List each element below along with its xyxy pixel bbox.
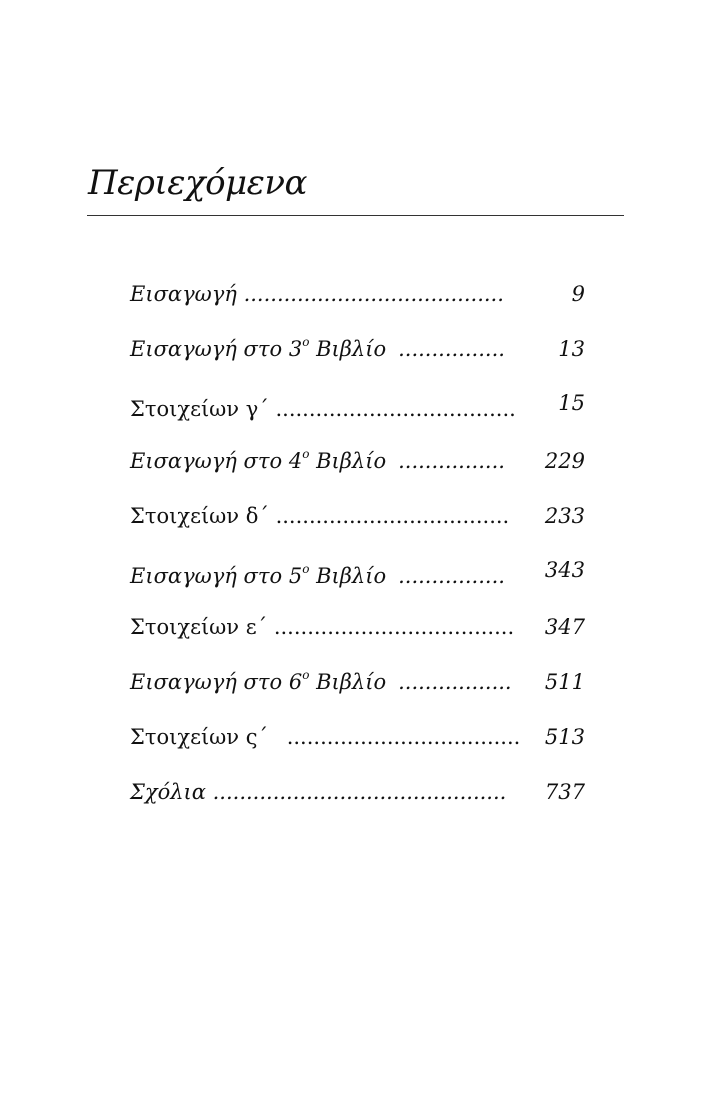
toc-page-number: 511 — [544, 670, 585, 694]
toc-page-number: 343 — [544, 558, 585, 582]
title-rule — [87, 215, 624, 216]
toc-entry — [130, 445, 585, 477]
toc-page-number: 513 — [544, 725, 585, 749]
toc-entry-title: Εισαγωγή στο $3^o$ Βιβλίο ................ — [130, 335, 505, 361]
toc-page-number: 347 — [544, 615, 585, 639]
toc-page-number: 15 — [558, 391, 585, 415]
toc-entry-title: Εισαγωγή στο $6^o$ Βιβλίο ................. — [130, 668, 512, 694]
toc-page-number: 229 — [544, 449, 585, 473]
toc-entry — [130, 500, 585, 532]
toc-entry-title: Εισαγωγή στο $4^o$ Βιβλίο ................ — [130, 447, 505, 473]
toc-entry — [130, 721, 585, 753]
toc-entry-title: Στοιχείων γ΄ .................................... — [130, 397, 516, 421]
toc-entry-title: Στοιχείων ς΄ ................................... — [130, 725, 521, 749]
toc-page-number: 737 — [544, 780, 585, 804]
toc-page-number: 233 — [544, 504, 585, 528]
toc-entry — [130, 611, 585, 643]
toc-page-number: 13 — [558, 337, 585, 361]
toc-entry-title: Εισαγωγή ....................................... — [130, 282, 504, 306]
toc-page-number: 9 — [571, 282, 585, 306]
toc-entry-title: Στοιχείων ε΄ .................................... — [130, 615, 515, 639]
toc-entry — [130, 776, 585, 808]
toc-entry — [130, 333, 585, 365]
toc-entry — [130, 666, 585, 698]
toc-entry-title: Εισαγωγή στο $5^o$ Βιβλίο ................ — [130, 562, 505, 588]
toc-entry-title: Στοιχείων δ΄ ................................... — [130, 504, 510, 528]
toc-entry — [130, 560, 585, 592]
toc-entry — [130, 393, 585, 425]
page-title: Περιεχόμενα — [88, 163, 308, 203]
toc-entry — [130, 278, 585, 310]
toc-entry-title: Σχόλια ............................................ — [130, 780, 507, 804]
